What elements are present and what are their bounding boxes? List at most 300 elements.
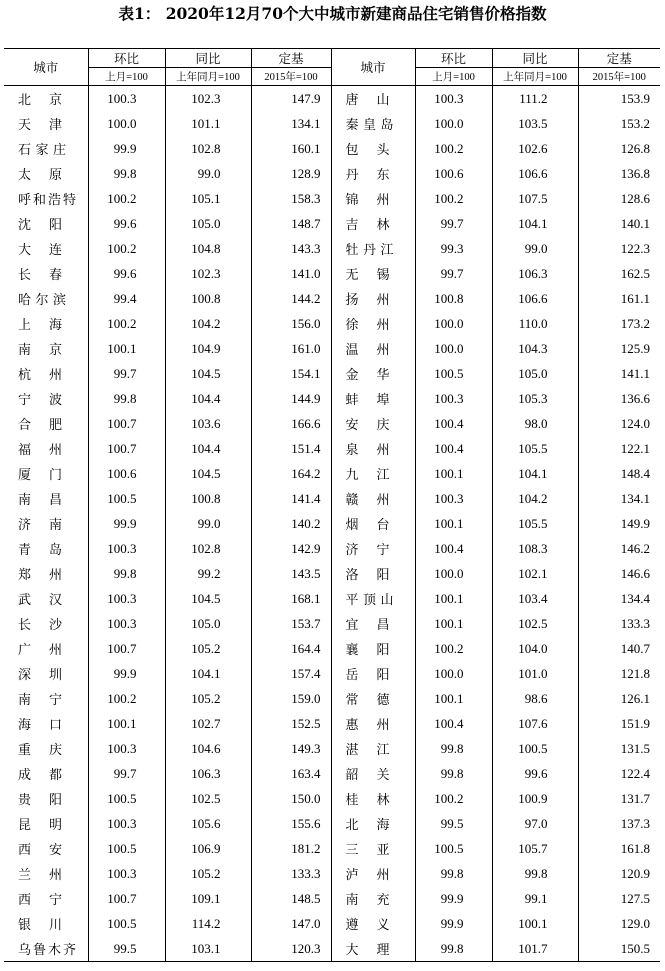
- city-name: 呼和浩特: [18, 193, 76, 208]
- city-cell-right: [331, 861, 415, 886]
- yoy-value-right: 100.1: [492, 911, 578, 936]
- city-name: 丹 东: [345, 168, 390, 183]
- fixed-value-right: 122.4: [578, 761, 660, 786]
- yoy-value-left: 105.2: [165, 636, 251, 661]
- city-name: 洛 阳: [345, 568, 390, 583]
- city-name: 银 川: [18, 918, 62, 933]
- city-name: 石家庄: [18, 143, 66, 158]
- yoy-value-left: 102.8: [165, 536, 251, 561]
- city-cell-left: [4, 461, 88, 486]
- city-cell-left: [4, 486, 88, 511]
- city-name: 西 宁: [18, 893, 62, 908]
- table-row: [4, 561, 660, 586]
- city-cell-left: [4, 86, 88, 112]
- mom-value-right: 100.0: [415, 336, 492, 361]
- table-title: 表1： 2020年12月70个大中城市新建商品住宅销售价格指数: [118, 4, 547, 23]
- city-cell-left: [4, 536, 88, 561]
- city-name: 北 海: [345, 818, 390, 833]
- mom-value-right: 100.4: [415, 436, 492, 461]
- table-row: [4, 711, 660, 736]
- fixed-value-right: 120.9: [578, 861, 660, 886]
- mom-value-left: 100.3: [88, 86, 165, 112]
- yoy-value-left: 106.9: [165, 836, 251, 861]
- city-cell-left: [4, 886, 88, 911]
- city-name: 赣 州: [345, 493, 390, 508]
- fixed-value-left: 142.9: [251, 536, 331, 561]
- city-name: 三 亚: [345, 843, 390, 858]
- fixed-value-left: 141.0: [251, 261, 331, 286]
- mom-value-left: 99.5: [88, 936, 165, 962]
- table-row: [4, 886, 660, 911]
- fixed-value-left: 144.2: [251, 286, 331, 311]
- mom-value-right: 100.4: [415, 411, 492, 436]
- mom-value-right: 100.4: [415, 711, 492, 736]
- table-row: [4, 536, 660, 561]
- city-name: 南 充: [345, 893, 390, 908]
- mom-value-left: 100.7: [88, 436, 165, 461]
- mom-value-left: 100.7: [88, 411, 165, 436]
- yoy-value-left: 104.5: [165, 586, 251, 611]
- header-yoy-right: 同比: [492, 49, 578, 68]
- fixed-value-right: 162.5: [578, 261, 660, 286]
- yoy-value-left: 101.1: [165, 111, 251, 136]
- fixed-value-left: 133.3: [251, 861, 331, 886]
- mom-value-left: 99.8: [88, 386, 165, 411]
- city-cell-right: [331, 611, 415, 636]
- yoy-value-right: 106.6: [492, 161, 578, 186]
- fixed-value-right: 128.6: [578, 186, 660, 211]
- fixed-value-right: 146.2: [578, 536, 660, 561]
- city-name: 牡丹江: [345, 243, 394, 258]
- fixed-value-left: 157.4: [251, 661, 331, 686]
- yoy-value-left: 100.8: [165, 286, 251, 311]
- mom-value-right: 100.8: [415, 286, 492, 311]
- city-name: 蚌 埠: [345, 393, 390, 408]
- fixed-value-left: 152.5: [251, 711, 331, 736]
- fixed-value-left: 164.2: [251, 461, 331, 486]
- yoy-value-left: 102.3: [165, 86, 251, 112]
- city-cell-left: [4, 861, 88, 886]
- yoy-value-right: 105.7: [492, 836, 578, 861]
- city-name: 合 肥: [18, 418, 62, 433]
- city-name: 锦 州: [345, 193, 390, 208]
- fixed-value-left: 148.5: [251, 886, 331, 911]
- city-cell-left: [4, 836, 88, 861]
- table-row: [4, 236, 660, 261]
- yoy-value-left: 105.6: [165, 811, 251, 836]
- mom-value-right: 100.3: [415, 386, 492, 411]
- fixed-value-right: 122.1: [578, 436, 660, 461]
- table-row: [4, 761, 660, 786]
- fixed-value-left: 181.2: [251, 836, 331, 861]
- city-name: 南 京: [18, 343, 62, 358]
- fixed-value-right: 140.7: [578, 636, 660, 661]
- header-yoy-base-left: 上年同月=100: [165, 68, 251, 86]
- city-cell-left: [4, 286, 88, 311]
- fixed-value-right: 133.3: [578, 611, 660, 636]
- yoy-value-left: 109.1: [165, 886, 251, 911]
- yoy-value-right: 105.5: [492, 511, 578, 536]
- table-row: [4, 136, 660, 161]
- mom-value-left: 100.1: [88, 336, 165, 361]
- fixed-value-left: 156.0: [251, 311, 331, 336]
- city-name: 济 宁: [345, 543, 390, 558]
- mom-value-right: 100.2: [415, 786, 492, 811]
- city-cell-right: [331, 336, 415, 361]
- city-name: 贵 阳: [18, 793, 62, 808]
- city-cell-left: [4, 636, 88, 661]
- table-row: [4, 836, 660, 861]
- fixed-value-left: 120.3: [251, 936, 331, 962]
- header-mom-right: 环比: [415, 49, 492, 68]
- mom-value-right: 100.2: [415, 136, 492, 161]
- fixed-value-right: 161.1: [578, 286, 660, 311]
- mom-value-right: 100.0: [415, 561, 492, 586]
- fixed-value-left: 147.9: [251, 86, 331, 112]
- city-cell-left: [4, 236, 88, 261]
- fixed-value-right: 126.8: [578, 136, 660, 161]
- yoy-value-left: 99.0: [165, 511, 251, 536]
- city-name: 桂 林: [345, 793, 390, 808]
- yoy-value-left: 114.2: [165, 911, 251, 936]
- city-name: 北 京: [18, 93, 62, 108]
- mom-value-left: 100.5: [88, 836, 165, 861]
- fixed-value-left: 159.0: [251, 686, 331, 711]
- mom-value-right: 100.5: [415, 361, 492, 386]
- city-name: 无 锡: [345, 268, 390, 283]
- city-name: 湛 江: [345, 743, 390, 758]
- mom-value-right: 100.1: [415, 686, 492, 711]
- yoy-value-left: 105.2: [165, 686, 251, 711]
- city-cell-right: [331, 361, 415, 386]
- fixed-value-right: 141.1: [578, 361, 660, 386]
- mom-value-left: 100.5: [88, 486, 165, 511]
- city-cell-right: [331, 936, 415, 962]
- city-name: 金 华: [345, 368, 390, 383]
- city-cell-left: [4, 111, 88, 136]
- fixed-value-left: 150.0: [251, 786, 331, 811]
- yoy-value-left: 106.3: [165, 761, 251, 786]
- city-cell-right: [331, 136, 415, 161]
- yoy-value-left: 102.3: [165, 261, 251, 286]
- table-row: [4, 436, 660, 461]
- fixed-value-right: 140.1: [578, 211, 660, 236]
- city-name: 上 海: [18, 318, 62, 333]
- city-cell-left: [4, 136, 88, 161]
- mom-value-left: 99.6: [88, 261, 165, 286]
- table-row: [4, 336, 660, 361]
- city-name: 大 理: [345, 943, 390, 958]
- city-cell-left: [4, 786, 88, 811]
- city-cell-right: [331, 736, 415, 761]
- fixed-value-left: 147.0: [251, 911, 331, 936]
- fixed-value-left: 151.4: [251, 436, 331, 461]
- city-name: 西 安: [18, 843, 62, 858]
- city-cell-left: [4, 711, 88, 736]
- yoy-value-right: 111.2: [492, 86, 578, 112]
- city-name: 哈尔滨: [18, 293, 66, 308]
- city-cell-right: [331, 711, 415, 736]
- city-name: 宁 波: [18, 393, 62, 408]
- yoy-value-left: 104.6: [165, 736, 251, 761]
- city-cell-left: [4, 386, 88, 411]
- header-mom-base-left: 上月=100: [88, 68, 165, 86]
- fixed-value-right: 149.9: [578, 511, 660, 536]
- mom-value-right: 99.9: [415, 911, 492, 936]
- fixed-value-right: 137.3: [578, 811, 660, 836]
- mom-value-left: 99.7: [88, 361, 165, 386]
- mom-value-left: 100.7: [88, 636, 165, 661]
- city-cell-left: [4, 686, 88, 711]
- fixed-value-right: 125.9: [578, 336, 660, 361]
- city-name: 杭 州: [18, 368, 62, 383]
- fixed-value-right: 121.8: [578, 661, 660, 686]
- header-mom-left: 环比: [88, 49, 165, 68]
- fixed-value-right: 146.6: [578, 561, 660, 586]
- yoy-value-right: 104.2: [492, 486, 578, 511]
- city-name: 郑 州: [18, 568, 62, 583]
- city-cell-right: [331, 836, 415, 861]
- city-cell-right: [331, 811, 415, 836]
- city-cell-right: [331, 561, 415, 586]
- table-row: [4, 86, 660, 112]
- city-cell-right: [331, 886, 415, 911]
- table-row: [4, 461, 660, 486]
- fixed-value-right: 122.3: [578, 236, 660, 261]
- header-fixed-base-left: 2015年=100: [251, 68, 331, 86]
- city-cell-right: [331, 86, 415, 112]
- mom-value-right: 99.8: [415, 761, 492, 786]
- mom-value-right: 99.7: [415, 211, 492, 236]
- yoy-value-right: 106.3: [492, 261, 578, 286]
- city-cell-right: [331, 186, 415, 211]
- yoy-value-left: 105.1: [165, 186, 251, 211]
- fixed-value-right: 153.2: [578, 111, 660, 136]
- mom-value-right: 99.8: [415, 936, 492, 962]
- fixed-value-left: 134.1: [251, 111, 331, 136]
- city-name: 成 都: [18, 768, 62, 783]
- yoy-value-left: 102.5: [165, 786, 251, 811]
- table-row: [4, 861, 660, 886]
- city-name: 南 昌: [18, 493, 62, 508]
- mom-value-right: 100.3: [415, 486, 492, 511]
- yoy-value-right: 104.1: [492, 211, 578, 236]
- city-cell-right: [331, 261, 415, 286]
- city-cell-right: [331, 661, 415, 686]
- city-name: 乌鲁木齐: [18, 943, 76, 958]
- city-name: 温 州: [345, 343, 390, 358]
- yoy-value-right: 101.0: [492, 661, 578, 686]
- city-cell-right: [331, 911, 415, 936]
- mom-value-left: 99.9: [88, 136, 165, 161]
- header-city-left: 城市: [4, 49, 88, 86]
- city-name: 安 庆: [345, 418, 390, 433]
- yoy-value-right: 102.6: [492, 136, 578, 161]
- city-name: 常 德: [345, 693, 390, 708]
- city-name: 海 口: [18, 718, 62, 733]
- mom-value-left: 100.6: [88, 461, 165, 486]
- city-name: 遵 义: [345, 918, 390, 933]
- mom-value-right: 100.0: [415, 661, 492, 686]
- header-mom-base-right: 上月=100: [415, 68, 492, 86]
- mom-value-right: 99.7: [415, 261, 492, 286]
- city-name: 烟 台: [345, 518, 390, 533]
- table-row: [4, 161, 660, 186]
- yoy-value-left: 99.2: [165, 561, 251, 586]
- city-name: 天 津: [18, 118, 62, 133]
- yoy-value-left: 102.8: [165, 136, 251, 161]
- fixed-value-right: 131.5: [578, 736, 660, 761]
- city-cell-right: [331, 411, 415, 436]
- yoy-value-right: 103.5: [492, 111, 578, 136]
- fixed-value-left: 153.7: [251, 611, 331, 636]
- table-row: [4, 511, 660, 536]
- fixed-value-right: 153.9: [578, 86, 660, 112]
- mom-value-right: 100.2: [415, 186, 492, 211]
- city-cell-left: [4, 561, 88, 586]
- city-name: 兰 州: [18, 868, 62, 883]
- mom-value-right: 100.1: [415, 461, 492, 486]
- city-name: 九 江: [345, 468, 390, 483]
- mom-value-right: 100.3: [415, 86, 492, 112]
- city-name: 太 原: [18, 168, 62, 183]
- mom-value-left: 100.2: [88, 186, 165, 211]
- mom-value-left: 100.3: [88, 811, 165, 836]
- table-row: [4, 486, 660, 511]
- city-cell-left: [4, 586, 88, 611]
- city-cell-left: [4, 736, 88, 761]
- table-row: [4, 361, 660, 386]
- city-cell-left: [4, 511, 88, 536]
- table-row: [4, 686, 660, 711]
- fixed-value-right: 134.1: [578, 486, 660, 511]
- fixed-value-left: 148.7: [251, 211, 331, 236]
- fixed-value-right: 151.9: [578, 711, 660, 736]
- city-cell-right: [331, 536, 415, 561]
- mom-value-right: 99.3: [415, 236, 492, 261]
- city-cell-right: [331, 786, 415, 811]
- mom-value-left: 100.3: [88, 586, 165, 611]
- city-name: 唐 山: [345, 93, 390, 108]
- yoy-value-left: 104.4: [165, 386, 251, 411]
- mom-value-left: 100.3: [88, 536, 165, 561]
- city-name: 秦皇岛: [345, 118, 394, 133]
- mom-value-right: 100.0: [415, 111, 492, 136]
- yoy-value-left: 105.2: [165, 861, 251, 886]
- table-row: [4, 261, 660, 286]
- mom-value-left: 100.5: [88, 786, 165, 811]
- city-name: 宜 昌: [345, 618, 390, 633]
- yoy-value-right: 105.5: [492, 436, 578, 461]
- city-cell-right: [331, 211, 415, 236]
- yoy-value-right: 105.3: [492, 386, 578, 411]
- table-row: [4, 111, 660, 136]
- mom-value-left: 100.0: [88, 111, 165, 136]
- city-name: 济 南: [18, 518, 62, 533]
- yoy-value-right: 98.6: [492, 686, 578, 711]
- yoy-value-right: 104.3: [492, 336, 578, 361]
- mom-value-right: 100.0: [415, 311, 492, 336]
- yoy-value-left: 104.1: [165, 661, 251, 686]
- city-cell-left: [4, 761, 88, 786]
- yoy-value-right: 102.5: [492, 611, 578, 636]
- city-cell-right: [331, 111, 415, 136]
- fixed-value-left: 140.2: [251, 511, 331, 536]
- yoy-value-left: 105.0: [165, 211, 251, 236]
- mom-value-left: 100.2: [88, 311, 165, 336]
- yoy-value-right: 99.0: [492, 236, 578, 261]
- table-row: [4, 936, 660, 962]
- city-name: 南 宁: [18, 693, 62, 708]
- fixed-value-left: 143.3: [251, 236, 331, 261]
- mom-value-left: 100.2: [88, 686, 165, 711]
- yoy-value-left: 102.7: [165, 711, 251, 736]
- yoy-value-right: 100.9: [492, 786, 578, 811]
- city-cell-left: [4, 411, 88, 436]
- mom-value-left: 100.7: [88, 886, 165, 911]
- city-cell-left: [4, 661, 88, 686]
- table-row: [4, 311, 660, 336]
- fixed-value-left: 143.5: [251, 561, 331, 586]
- fixed-value-right: 124.0: [578, 411, 660, 436]
- city-cell-right: [331, 311, 415, 336]
- city-cell-left: [4, 336, 88, 361]
- mom-value-left: 100.2: [88, 236, 165, 261]
- table-row: [4, 611, 660, 636]
- header-yoy-base-right: 上年同月=100: [492, 68, 578, 86]
- fixed-value-right: 148.4: [578, 461, 660, 486]
- table-body: [4, 86, 660, 962]
- mom-value-left: 99.9: [88, 511, 165, 536]
- city-name: 昆 明: [18, 818, 62, 833]
- fixed-value-left: 128.9: [251, 161, 331, 186]
- yoy-value-right: 99.6: [492, 761, 578, 786]
- mom-value-left: 99.8: [88, 161, 165, 186]
- fixed-value-left: 144.9: [251, 386, 331, 411]
- city-cell-right: [331, 386, 415, 411]
- fixed-value-left: 160.1: [251, 136, 331, 161]
- city-name: 武 汉: [18, 593, 62, 608]
- header-fixed-right: 定基: [578, 49, 660, 68]
- yoy-value-right: 97.0: [492, 811, 578, 836]
- yoy-value-right: 108.3: [492, 536, 578, 561]
- yoy-value-right: 100.5: [492, 736, 578, 761]
- fixed-value-left: 158.3: [251, 186, 331, 211]
- city-cell-left: [4, 211, 88, 236]
- city-cell-left: [4, 311, 88, 336]
- city-cell-right: [331, 511, 415, 536]
- mom-value-left: 99.8: [88, 561, 165, 586]
- table-row: [4, 286, 660, 311]
- yoy-value-left: 103.6: [165, 411, 251, 436]
- table-row: [4, 186, 660, 211]
- yoy-value-left: 99.0: [165, 161, 251, 186]
- fixed-value-right: 161.8: [578, 836, 660, 861]
- city-cell-right: [331, 686, 415, 711]
- table-row: [4, 786, 660, 811]
- city-name: 惠 州: [345, 718, 390, 733]
- table-row: [4, 661, 660, 686]
- mom-value-right: 99.5: [415, 811, 492, 836]
- mom-value-left: 99.6: [88, 211, 165, 236]
- fixed-value-right: 131.7: [578, 786, 660, 811]
- mom-value-left: 100.1: [88, 711, 165, 736]
- mom-value-right: 100.1: [415, 511, 492, 536]
- fixed-value-left: 141.4: [251, 486, 331, 511]
- yoy-value-right: 107.5: [492, 186, 578, 211]
- fixed-value-left: 168.1: [251, 586, 331, 611]
- yoy-value-left: 104.4: [165, 436, 251, 461]
